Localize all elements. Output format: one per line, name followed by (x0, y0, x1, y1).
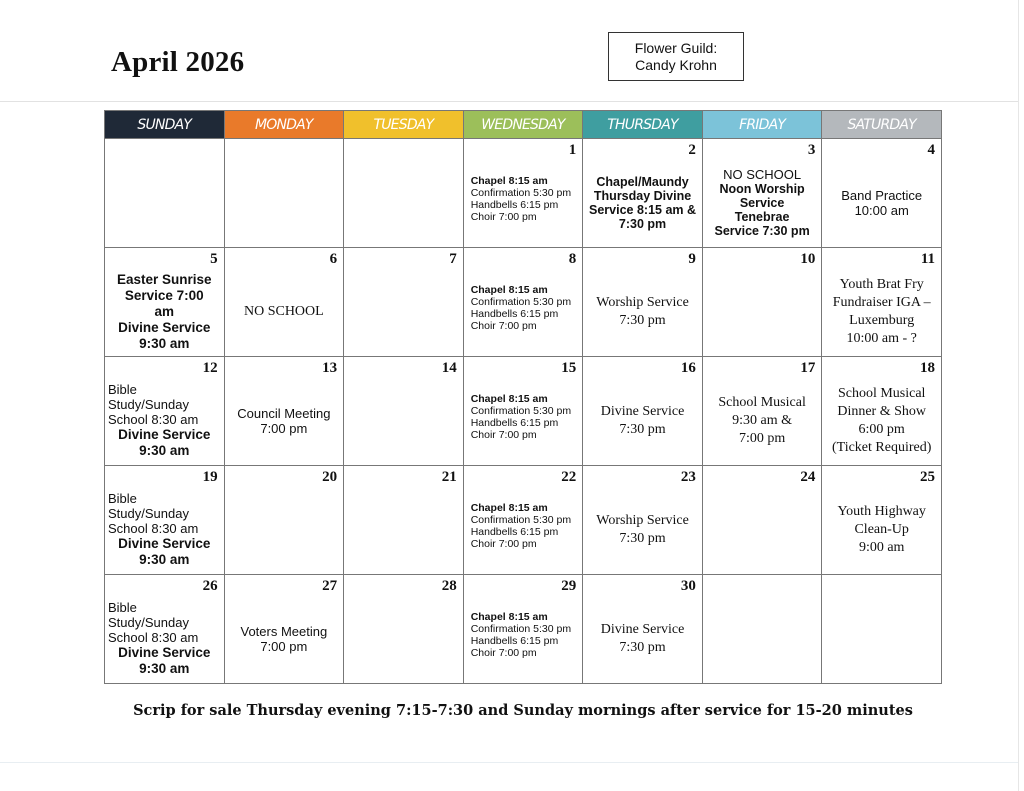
day-number: 21 (441, 469, 457, 485)
day-cell-25 (822, 466, 942, 575)
day-cell-12 (105, 357, 225, 466)
day-cell-2 (583, 139, 703, 248)
day-cell-20 (224, 466, 344, 575)
day-events (586, 159, 699, 246)
footer-divider (0, 762, 1018, 763)
day-events (228, 268, 341, 355)
day-events (586, 595, 699, 682)
calendar-grid (104, 110, 942, 684)
day-number: 17 (800, 360, 816, 376)
day-events (108, 486, 221, 573)
day-events (706, 377, 819, 464)
day-cell-11 (822, 248, 942, 357)
day-number: 24 (800, 469, 816, 485)
week-row (105, 575, 942, 684)
event-line: Study/Sunday (108, 506, 189, 521)
day-cell-21 (344, 466, 464, 575)
event-line: Handbells 6:15 pm (470, 199, 559, 211)
empty-day-cell (702, 575, 822, 684)
day-number: 15 (561, 360, 577, 376)
event-line: Service (739, 196, 785, 210)
day-number: 29 (561, 578, 577, 594)
weekday-header-thursday: THURSDAY (583, 111, 703, 139)
day-number: 3 (807, 142, 816, 158)
event-line: 7:00 pm (738, 430, 786, 446)
day-events (586, 486, 699, 573)
day-cell-16 (583, 357, 703, 466)
event-line: 9:30 am (139, 335, 190, 351)
event-line: School 8:30 am (108, 412, 199, 427)
day-cell-27 (224, 575, 344, 684)
event-line: 9:00 am (858, 539, 905, 555)
event-line: 7:30 pm (619, 639, 666, 655)
day-cell-13 (224, 357, 344, 466)
day-cell-8 (463, 248, 583, 357)
day-number: 26 (202, 578, 218, 594)
event-line: Chapel 8:15 am (470, 284, 548, 296)
event-line: 9:30 am (139, 661, 190, 676)
day-number: 6 (329, 251, 338, 267)
day-cell-22 (463, 466, 583, 575)
day-events (825, 268, 938, 355)
day-events (471, 381, 580, 464)
event-line: Confirmation 5:30 pm (470, 405, 572, 417)
day-number: 25 (920, 469, 935, 485)
event-line: Clean-Up (854, 521, 909, 537)
event-line: Study/Sunday (108, 397, 189, 412)
event-line: Council Meeting (237, 405, 331, 421)
day-cell-23 (583, 466, 703, 575)
event-line: Confirmation 5:30 pm (470, 187, 572, 199)
day-cell-7 (344, 248, 464, 357)
day-events (471, 272, 580, 355)
scrip-sale-note: Scrip for sale Thursday evening 7:15-7:30 and Sunday mornings after service for 15-20 minutes (133, 702, 913, 719)
event-line: Confirmation 5:30 pm (470, 623, 572, 635)
event-line: (Ticket Required) (831, 439, 932, 455)
header-divider (0, 101, 1018, 102)
day-cell-9 (583, 248, 703, 357)
event-line: Divine Service (118, 427, 211, 442)
day-cell-30 (583, 575, 703, 684)
event-line: 7:00 pm (260, 638, 308, 654)
day-events (108, 595, 221, 682)
week-row (105, 248, 942, 357)
event-line: Service 8:15 am & (589, 202, 697, 217)
event-line: Confirmation 5:30 pm (470, 514, 572, 526)
event-line: Chapel/Maundy (596, 174, 689, 189)
day-cell-15 (463, 357, 583, 466)
weekday-header-tuesday: TUESDAY (344, 111, 464, 139)
day-cell-10 (702, 248, 822, 357)
day-number: 27 (322, 578, 338, 594)
event-line: Study/Sunday (108, 615, 189, 630)
event-line: School 8:30 am (108, 521, 199, 536)
event-line: Choir 7:00 pm (470, 538, 537, 550)
event-line: Luxemburg (849, 312, 915, 328)
event-line: School Musical (718, 394, 806, 410)
event-line: 10:00 am (854, 202, 909, 218)
day-cell-24 (702, 466, 822, 575)
event-line: Choir 7:00 pm (470, 647, 537, 659)
day-events (108, 268, 221, 355)
day-number: 20 (322, 469, 338, 485)
event-line: am (154, 303, 175, 319)
day-number: 1 (568, 142, 577, 158)
event-line: Youth Highway (837, 503, 926, 519)
event-line: Choir 7:00 pm (470, 320, 537, 332)
day-number: 2 (688, 142, 696, 158)
flower-guild-box (608, 32, 744, 81)
empty-day-cell (344, 139, 464, 248)
day-number: 8 (568, 251, 577, 267)
day-number: 18 (920, 360, 935, 376)
event-line: NO SCHOOL (243, 303, 324, 319)
day-number: 13 (322, 360, 338, 376)
week-row (105, 357, 942, 466)
event-line: Worship Service (596, 512, 689, 528)
day-cell-17 (702, 357, 822, 466)
week-row (105, 139, 942, 248)
day-cell-29 (463, 575, 583, 684)
event-line: Divine Service (118, 319, 211, 335)
event-line: Chapel 8:15 am (470, 175, 548, 187)
day-cell-5 (105, 248, 225, 357)
event-line: 9:30 am & (732, 412, 793, 428)
weekday-header-row (105, 111, 942, 139)
event-line: Handbells 6:15 pm (470, 308, 559, 320)
event-line: Handbells 6:15 pm (470, 526, 559, 538)
event-line: 9:30 am (139, 552, 190, 567)
event-line: 7:30 pm (619, 530, 666, 546)
day-number: 12 (202, 360, 218, 376)
weekday-header-sunday: SUNDAY (105, 111, 225, 139)
day-events (108, 377, 221, 464)
event-line: 7:30 pm (618, 216, 667, 231)
day-events (706, 159, 819, 246)
event-line: Divine Service (118, 536, 211, 551)
weekday-header-saturday: SATURDAY (822, 111, 942, 139)
day-events (825, 159, 938, 246)
day-cell-14 (344, 357, 464, 466)
day-cell-4 (822, 139, 942, 248)
event-line: Dinner & Show (837, 403, 927, 419)
event-line: Worship Service (596, 294, 689, 310)
event-line: Handbells 6:15 pm (470, 417, 559, 429)
day-number: 19 (202, 469, 218, 485)
flower-guild-name: Candy Krohn (635, 56, 717, 73)
week-row (105, 466, 942, 575)
day-events (471, 163, 580, 246)
day-events (586, 377, 699, 464)
event-line: Youth Brat Fry (839, 276, 924, 292)
day-events (471, 599, 580, 682)
event-line: Divine Service (600, 621, 685, 637)
event-line: Easter Sunrise (117, 271, 212, 287)
weekday-header-friday: FRIDAY (702, 111, 822, 139)
day-number: 30 (680, 578, 696, 594)
event-line: Bible (108, 382, 137, 397)
event-line: School 8:30 am (108, 630, 199, 645)
event-line: 10:00 am - ? (846, 330, 917, 346)
event-line: Divine Service (600, 403, 685, 419)
day-number: 9 (688, 251, 696, 267)
empty-day-cell (822, 575, 942, 684)
event-line: Handbells 6:15 pm (470, 635, 559, 647)
event-line: Band Practice (841, 187, 923, 203)
day-cell-6 (224, 248, 344, 357)
event-line: 7:30 pm (619, 312, 666, 328)
event-line: 6:00 pm (858, 421, 905, 437)
event-line: Service 7:30 pm (714, 224, 810, 238)
day-number: 4 (927, 142, 935, 158)
event-line: Chapel 8:15 am (470, 502, 548, 514)
day-events (228, 595, 341, 682)
event-line: 7:30 pm (619, 421, 666, 437)
day-number: 5 (210, 251, 218, 267)
event-line: Choir 7:00 pm (470, 211, 537, 223)
event-line: NO SCHOOL (723, 167, 802, 182)
event-line: Divine Service (118, 645, 211, 660)
day-cell-19 (105, 466, 225, 575)
flower-guild-label: Flower Guild: (634, 39, 718, 56)
day-number: 22 (561, 469, 577, 485)
day-number: 14 (441, 360, 457, 376)
event-line: Voters Meeting (240, 623, 328, 639)
day-cell-28 (344, 575, 464, 684)
day-events (825, 377, 938, 464)
weekday-header-wednesday: WEDNESDAY (463, 111, 583, 139)
day-number: 11 (920, 251, 935, 267)
day-number: 7 (449, 251, 457, 267)
event-line: Bible (108, 491, 137, 506)
day-cell-18 (822, 357, 942, 466)
day-events (825, 486, 938, 573)
empty-day-cell (105, 139, 225, 248)
day-events (471, 490, 580, 573)
day-number: 28 (441, 578, 457, 594)
empty-day-cell (224, 139, 344, 248)
day-number: 16 (680, 360, 696, 376)
event-line: Fundraiser IGA – (832, 294, 931, 310)
day-cell-1 (463, 139, 583, 248)
event-line: Noon Worship (719, 182, 805, 196)
event-line: Service 7:00 (124, 287, 204, 303)
event-line: School Musical (837, 385, 926, 401)
day-events (228, 377, 341, 464)
event-line: Thursday Divine (593, 188, 692, 203)
event-line: Chapel 8:15 am (470, 393, 548, 405)
weekday-header-monday: MONDAY (224, 111, 344, 139)
day-number: 23 (680, 469, 696, 485)
day-cell-26 (105, 575, 225, 684)
calendar-title: April 2026 (111, 46, 245, 78)
day-number: 10 (800, 251, 816, 267)
event-line: Chapel 8:15 am (470, 611, 548, 623)
event-line: Bible (108, 600, 137, 615)
event-line: 9:30 am (139, 443, 190, 458)
event-line: Choir 7:00 pm (470, 429, 537, 441)
day-cell-3 (702, 139, 822, 248)
event-line: Tenebrae (734, 210, 790, 224)
event-line: 7:00 pm (260, 420, 308, 436)
event-line: Confirmation 5:30 pm (470, 296, 572, 308)
day-events (586, 268, 699, 355)
